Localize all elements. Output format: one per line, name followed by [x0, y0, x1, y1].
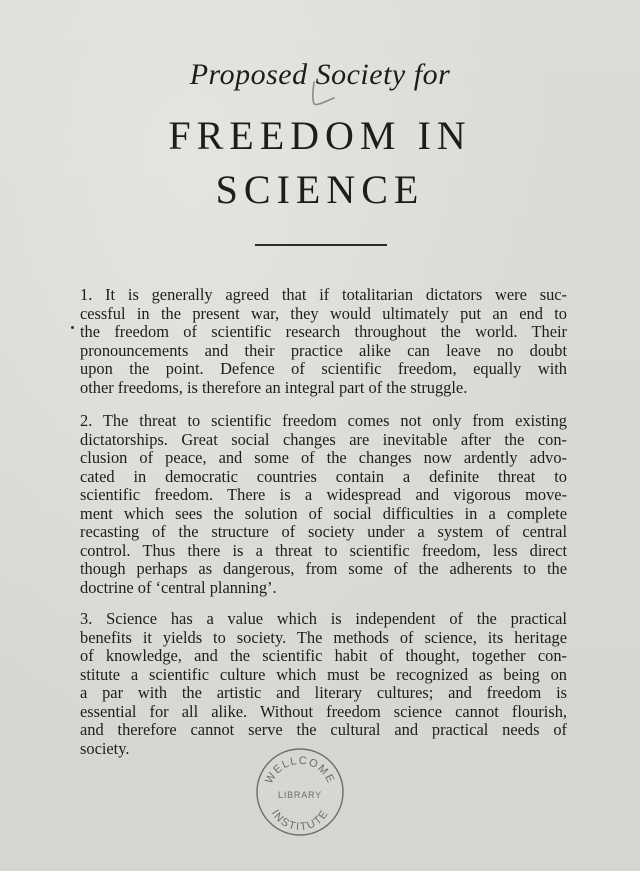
paragraph-line: dictatorships. Great social changes are inevitable after the con-	[80, 429, 567, 449]
paragraph-line: doctrine of ‘central planning’.	[80, 577, 277, 597]
paragraph-1	[80, 286, 567, 397]
paragraph-line: ment which sees the solution of social difficulties in a complete	[80, 503, 567, 523]
paragraph-line: cessful in the present war, they would ultimately put an end to	[80, 303, 567, 323]
stamp-middle-text: LIBRARY	[278, 790, 322, 800]
document-title-line-2: SCIENCE	[215, 167, 425, 212]
paragraph-line: 2. The threat to scientific freedom comes not only from existing	[80, 411, 567, 430]
margin-ink-dot	[71, 326, 74, 329]
paragraph-line: control. Thus there is a threat to scientific freedom, less direct	[80, 540, 567, 560]
title-divider-rule	[255, 244, 387, 246]
paragraph-line: scientific freedom. There is a widespread and vigorous move-	[80, 485, 567, 504]
paragraph-line: of knowledge, and the scientific habit of thought, together con-	[80, 646, 567, 665]
stamp-bottom-text: INSTITUTE	[268, 807, 332, 834]
wellcome-library-stamp	[254, 746, 346, 838]
paragraph-line: pronouncements and their practice alike can leave no doubt	[80, 340, 567, 360]
paragraph-2	[80, 412, 567, 597]
paragraph-line: other freedoms, is therefore an integral part of the struggle.	[80, 377, 468, 397]
stamp-top-text: WELLCOME	[263, 754, 337, 786]
paragraph-line: essential for all alike. Without freedom science cannot flourish,	[80, 701, 567, 721]
paragraph-line: stitute a scientific culture which must be recognized as being on	[80, 664, 567, 684]
paragraph-line: society.	[80, 738, 130, 758]
paragraph-line: the freedom of scientific research throughout the world. Their	[80, 322, 567, 341]
paragraph-line: 1. It is generally agreed that if totalitarian dictators were suc-	[80, 285, 567, 304]
paragraph-line: upon the point. Defence of scientific freedom, equally with	[80, 359, 567, 378]
paragraph-line: cated in democratic countries contain a definite threat to	[80, 466, 567, 486]
paragraph-3	[80, 610, 567, 758]
paragraph-line: recasting of the structure of society under a system of central	[80, 522, 567, 541]
paragraph-line: clusion of peace, and some of the changes now ardently advo-	[80, 448, 567, 467]
paragraph-line: benefits it yields to society. The methods of science, its heritage	[80, 627, 567, 647]
paragraph-line: though perhaps as dangerous, from some of the adherents to the	[80, 559, 567, 578]
paragraph-line: a par with the artistic and literary cultures; and freedom is	[80, 683, 567, 702]
document-subtitle: Proposed Society for	[189, 58, 451, 91]
paragraph-line: and therefore cannot serve the cultural and practical needs of	[80, 720, 567, 739]
document-title-line-1: FREEDOM IN	[168, 113, 472, 158]
paragraph-line: 3. Science has a value which is independent of the practical	[80, 609, 567, 628]
